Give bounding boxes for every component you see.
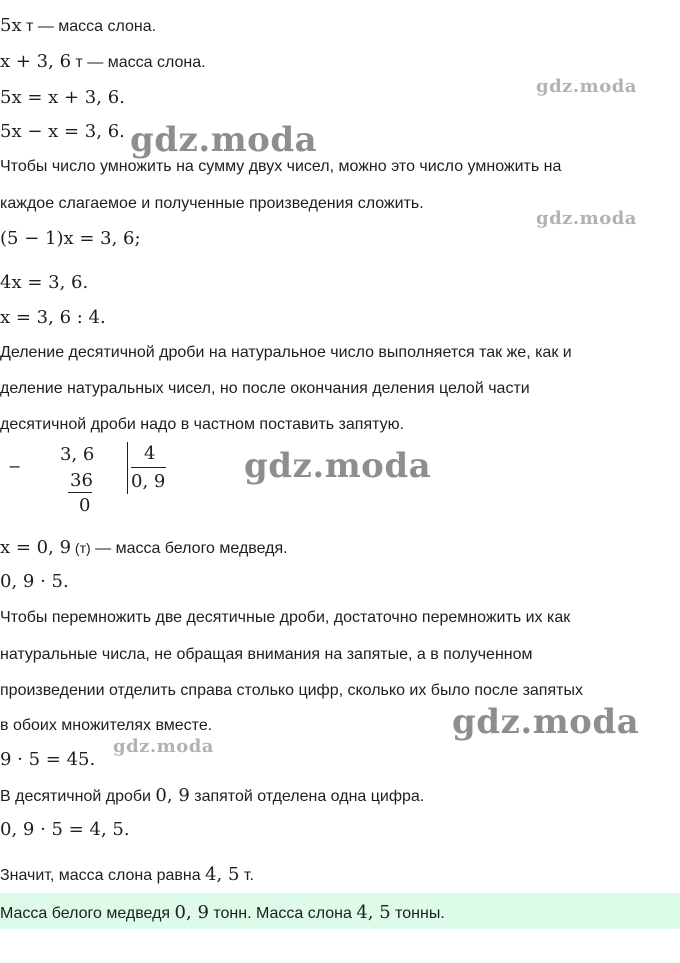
text-line: [0, 716, 212, 736]
math-line: [0, 572, 69, 593]
answer-math: 0, 9: [174, 902, 209, 923]
math-expression: 0, 9 · 5 = 4, 5.: [0, 819, 130, 840]
watermark: gdz.moda: [536, 208, 637, 229]
text: т.: [239, 867, 254, 884]
math-line: [0, 538, 288, 559]
math-line: [0, 308, 106, 329]
text: В десятичной дроби: [0, 788, 156, 805]
math-expression: 4, 5: [205, 864, 240, 885]
division-bar-horizontal: [131, 467, 166, 468]
paragraph-text: каждое слагаемое и полученные произведения сложить.: [0, 195, 424, 212]
text-line: [0, 343, 572, 363]
divisor: 4: [144, 443, 156, 464]
dividend: 3, 6: [60, 444, 95, 465]
text: — масса белого медведя.: [90, 540, 288, 557]
quotient: 0, 9: [131, 471, 166, 492]
subtrahend: 36: [70, 470, 93, 491]
text-line: [0, 608, 570, 628]
text: т — масса слона.: [21, 18, 157, 35]
answer-text: [0, 902, 445, 923]
answer-text-part: тонн. Масса слона: [208, 905, 357, 922]
math-expression: (5 − 1)x = 3, 6;: [0, 228, 141, 249]
paragraph-text: натуральные числа, не обращая внимания на запятые, а в полученном: [0, 646, 533, 663]
text-line: [0, 379, 530, 399]
math-expression: 5x = x + 3, 6.: [0, 87, 125, 108]
math-line: [0, 16, 156, 37]
division-bar-vertical: [127, 442, 128, 494]
unit-text: (т): [71, 540, 91, 556]
math-line: [0, 52, 206, 73]
mixed-line: [0, 865, 254, 886]
paragraph-text: в обоих множителях вместе.: [0, 717, 213, 734]
text: Значит, масса слона равна: [0, 867, 206, 884]
watermark: gdz.moda: [244, 446, 432, 486]
math-expression: 0, 9 · 5.: [0, 571, 69, 592]
text: т — масса слона.: [71, 54, 206, 71]
watermark: gdz.moda: [130, 120, 318, 160]
answer-math: 4, 5: [356, 902, 391, 923]
math-expression: x = 3, 6 : 4.: [0, 307, 106, 328]
math-line: [0, 750, 95, 771]
math-line: [0, 273, 88, 294]
text-line: [0, 645, 533, 665]
paragraph-text: Чтобы перемножить две десятичные дроби, достаточно перемножить их как: [0, 609, 571, 626]
watermark: gdz.moda: [452, 702, 640, 742]
text: запятой отделена одна цифра.: [189, 788, 425, 805]
watermark: gdz.moda: [536, 76, 637, 97]
math-expression: x + 3, 6: [0, 51, 72, 72]
mixed-line: [0, 786, 424, 807]
math-expression: 9 · 5 = 45.: [0, 749, 96, 770]
paragraph-text: десятичной дроби надо в частном поставить запятую.: [0, 416, 405, 433]
math-expression: 4x = 3, 6.: [0, 272, 89, 293]
answer-text-part: тонны.: [390, 905, 445, 922]
text-line: [0, 157, 561, 177]
paragraph-text: Деление десятичной дроби на натуральное число выполняется так же, как и: [0, 344, 572, 361]
text-line: [0, 415, 404, 435]
math-expression: 0, 9: [155, 785, 190, 806]
subtraction-line: [68, 492, 92, 493]
math-line: [0, 88, 125, 109]
math-expression: 5x: [0, 15, 22, 36]
paragraph-text: произведении отделить справа столько цифр, сколько их было после запятых: [0, 682, 583, 699]
math-line: [0, 820, 130, 841]
watermark: gdz.moda: [113, 736, 214, 757]
paragraph-text: деление натуральных чисел, но после окончания деления целой части: [0, 380, 530, 397]
text-line: [0, 681, 583, 701]
math-expression: 5x − x = 3, 6.: [0, 121, 125, 142]
math-line: [0, 229, 141, 250]
math-expression: x = 0, 9: [0, 537, 72, 558]
paragraph-text: Чтобы число умножить на сумму двух чисел, можно это число умножить на: [0, 158, 562, 175]
minus-sign: −: [8, 457, 22, 476]
remainder: 0: [79, 495, 91, 516]
answer-text-part: Масса белого медведя: [0, 905, 175, 922]
math-line: [0, 122, 125, 143]
text-line: [0, 194, 424, 214]
